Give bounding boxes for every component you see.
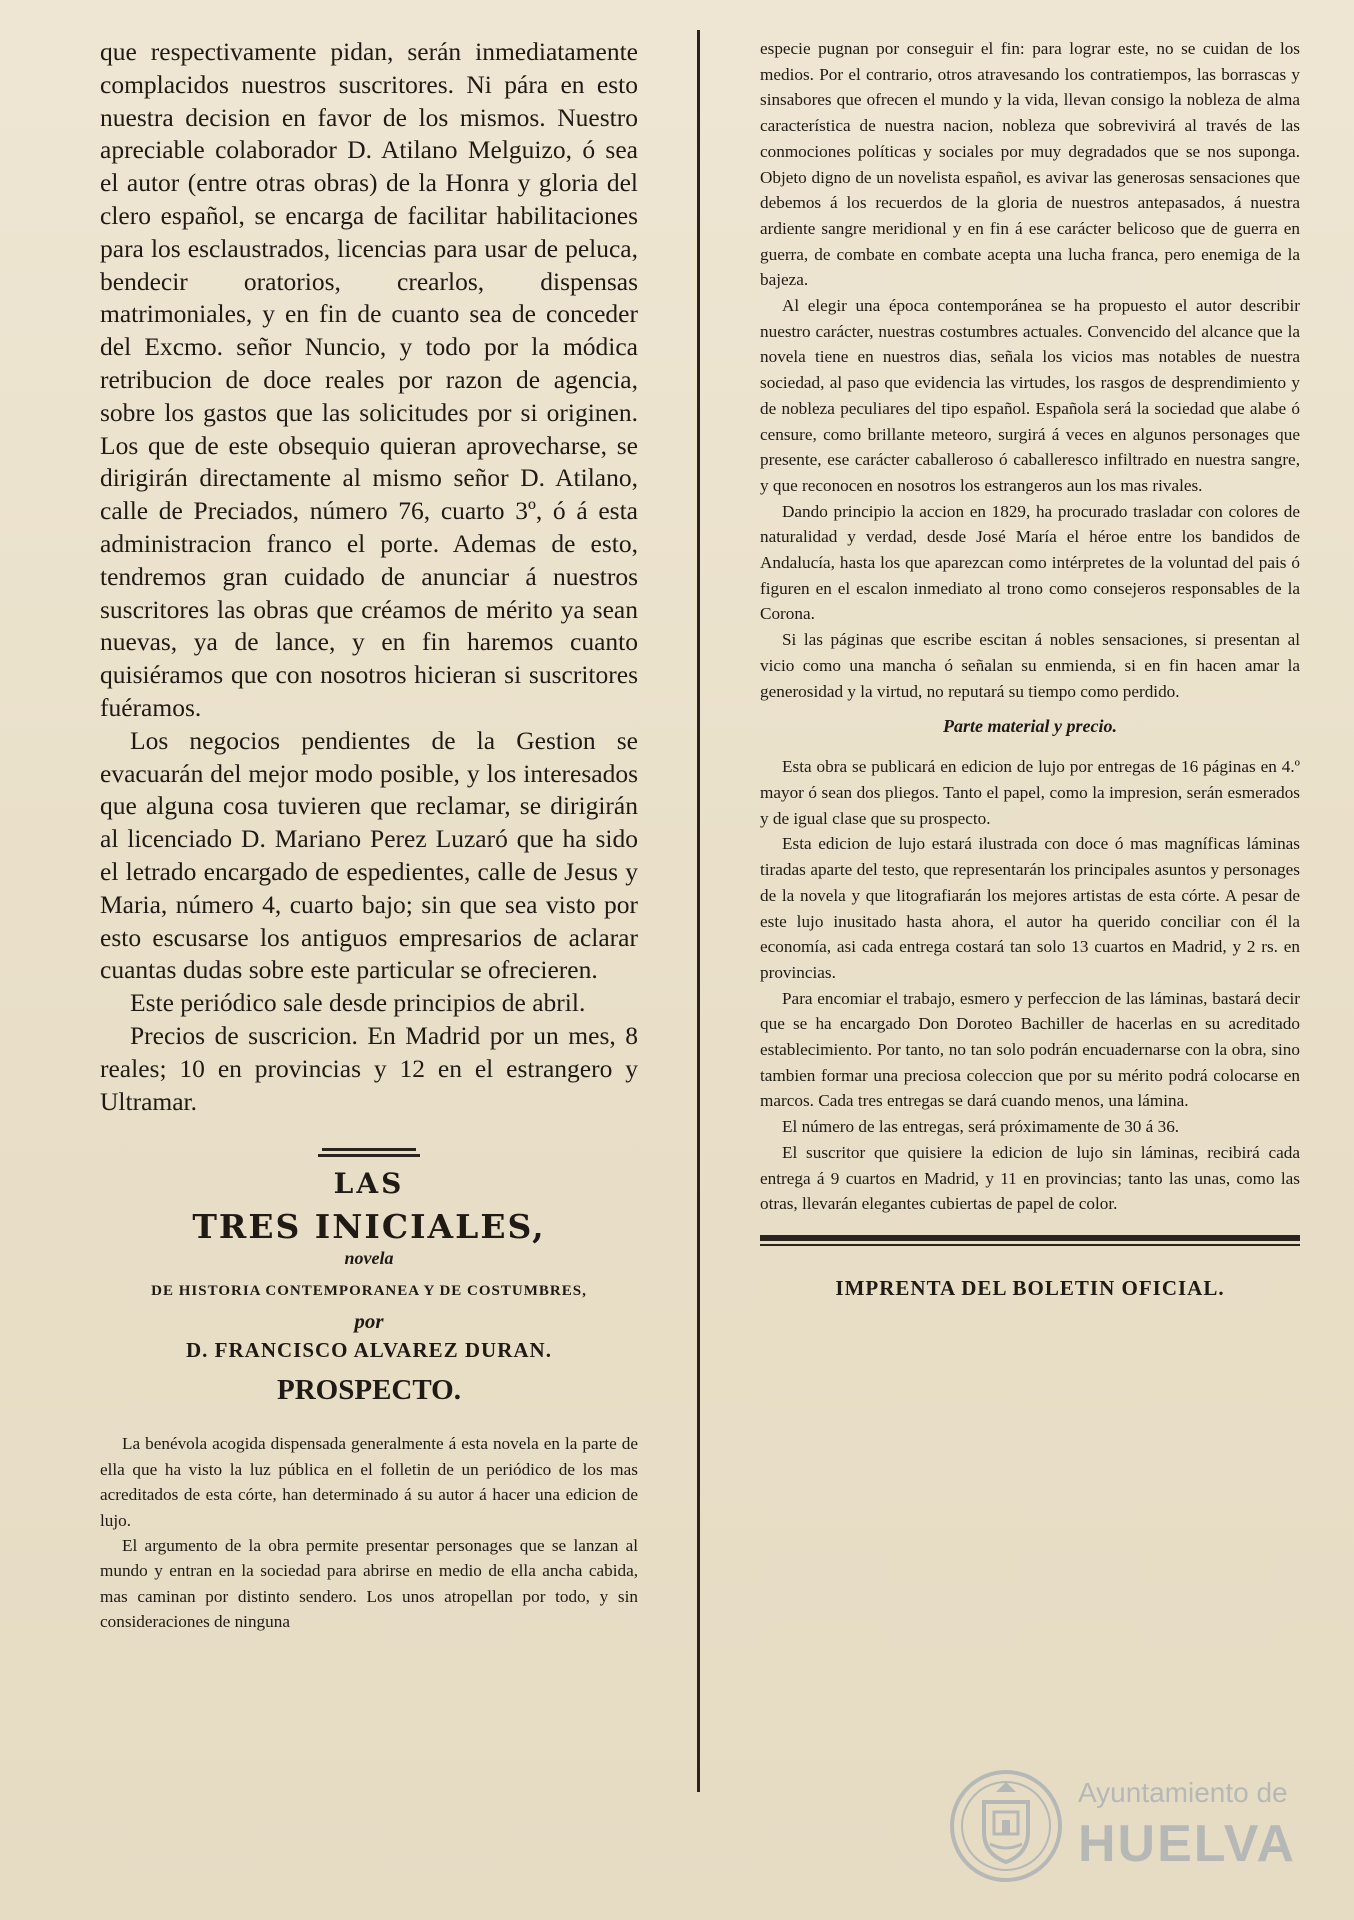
title-por: por <box>354 1309 384 1334</box>
title-subtitle: DE HISTORIA CONTEMPORANEA Y DE COSTUMBRES, <box>151 1283 587 1300</box>
title-author: D. FRANCISCO ALVAREZ DURAN. <box>186 1338 552 1363</box>
watermark-line1: Ayuntamiento de <box>1078 1777 1288 1808</box>
prospecto-paragraph-1: La benévola acogida dispensada generalmente á esta novela en la parte de ella que ha visto la luz pública en el folletin de un periódico de los mas acreditados de esta córte, han determinado á su autor á hacer una edicion de lujo. <box>100 1434 638 1530</box>
price-paragraph-3: Para encomiar el trabajo, esmero y perfeccion de las láminas, bastará decir que se ha encargado Don Doroteo Bachiller de hacerlas en su acreditado establecimiento. Por tanto, no tan solo podrán encuadernarse con la obra, sino tambien formar una preciosa coleccion que por su mérito podrá colocarse en marcos. Cada tres entregas se dará cuando menos, una lámina. <box>760 988 1300 1111</box>
left-paragraph-2: Los negocios pendientes de la Gestion se evacuarán del mejor modo posible, y los interesados que alguna cosa tuvieren que reclamar, se dirigirán al licenciado D. Mariano Perez Luzaró que ha sido el letrado encargado de espedientes, calle de Jesus y Maria, número 4, cuarto bajo; sin que sea visto por esto escusarse los antiguos empresarios de aclarar cuantas dudas sobre este particular se ofrecieren. <box>100 725 638 985</box>
price-paragraph-5: El suscritor que quisiere la edicion de lujo sin láminas, recibirá cada entrega á 9 cuartos en Madrid, y 11 en provincias; tanto las unas, como las otras, llevarán elegantes cubiertas de papel de color. <box>760 1142 1300 1214</box>
watermark <box>946 1762 1297 1890</box>
title-novela: novela <box>344 1248 394 1269</box>
left-paragraph-4: Precios de suscricion. En Madrid por un mes, 8 reales; 10 en provincias y 12 en el estrangero y Ultramar. <box>100 1020 638 1116</box>
right-paragraph-3: Dando principio la accion en 1829, ha procurado trasladar con colores de naturalidad y verdad, desde José María el héroe entre los bandidos de Andalucía, hasta los que aparezcan como intérpretes de la voluntad del pais ó figuren en el escalon inmediato al trono como consejeros responsables de la Corona. <box>760 501 1300 624</box>
prospecto-body <box>100 1431 638 1634</box>
imprint: IMPRENTA DEL BOLETIN OFICIAL. <box>835 1275 1225 1300</box>
left-column <box>100 36 638 1635</box>
prospecto-paragraph-2: El argumento de la obra permite presentar personages que se lanzan al mundo y entran en la sociedad para abrirse en medio de ella ancha cabida, mas caminan por distinto sendero. Los unos atropellan por todo, y sin consideraciones de ninguna <box>100 1535 638 1632</box>
end-rule-thick <box>760 1235 1300 1241</box>
end-rule-thin <box>760 1244 1300 1246</box>
title-tres-iniciales: TRES INICIALES, <box>192 1207 546 1247</box>
huelva-coat-of-arms-icon <box>946 1766 1066 1886</box>
column-divider <box>697 30 700 1792</box>
ornament-rule <box>318 1154 420 1157</box>
price-paragraph-2: Esta edicion de lujo estará ilustrada con doce ó mas magníficas láminas tiradas aparte del testo, que representarán los principales asuntos y personages de la novela y que litografiarán los mejores artistas de esta córte. A pesar de este lujo inusitado hasta ahora, el autor ha querido conciliar con él la economía, asi cada entrega costará tan solo 13 cuartos en Madrid, y 2 rs. en provincias. <box>760 834 1300 982</box>
section-title-parte-material: Parte material y precio. <box>943 716 1117 737</box>
title-block <box>100 1148 638 1409</box>
right-paragraph-4: Si las páginas que escribe escitan á nobles sensaciones, si presentan al vicio como una mancha ó señalan su enmienda, si en fin hacen amar la generosidad y la virtud, no reputará su tiempo como perdido. <box>760 630 1300 701</box>
title-prospecto: PROSPECTO. <box>277 1374 461 1407</box>
watermark-line2: HUELVA <box>1078 1815 1297 1873</box>
title-las: LAS <box>333 1167 405 1201</box>
price-paragraph-4: El número de las entregas, será próximamente de 30 á 36. <box>782 1117 1180 1137</box>
left-paragraph-1: que respectivamente pidan, serán inmediatamente complacidos nuestros suscritores. Ni pára en esto nuestra decision en favor de los mismos. Nuestro apreciable colaborador D. Atilano Melguizo, ó sea el autor (entre otras obras) de la Honra y gloria del clero español, se encarga de facilitar habilitaciones para los esclaustrados, licencias para usar de peluca, bendecir oratorios, crearlos, dispensas matrimoniales, y en fin de cuanto sea de conceder del Excmo. señor Nuncio, y todo por la módica retribucion de doce reales por razon de agencia, sobre los gastos que las solicitudes por si originen. Los que de este obsequio quieran aprovecharse, se dirigirán directamente al mismo señor D. Atilano, calle de Preciados, número 76, cuarto 3º, ó á esta administracion franco el porte. Ademas de esto, tendremos gran cuidado de anunciar á nuestros suscritores las obras que créamos de mérito ya sean nuevas, ya de lance, y en fin haremos cuanto quisiéramos que con nosotros hicieran si suscritores fuéramos. <box>100 37 638 722</box>
left-paragraph-3: Este periódico sale desde principios de abril. <box>130 988 586 1018</box>
ornament-rule <box>322 1148 416 1151</box>
right-column <box>760 36 1300 1301</box>
price-paragraph-1: Esta obra se publicará en edicion de lujo por entregas de 16 páginas en 4.º mayor ó sean dos pliegos. Tanto el papel, como la impresion, serán esmerados y de igual clase que su prospecto. <box>760 757 1300 828</box>
right-paragraph-1: especie pugnan por conseguir el fin: para lograr este, no se cuidan de los medios. Por el contrario, otros atravesando los contratiempos, las borrascas y sinsabores que ofrecen el mundo y la vida, llevan consigo la nobleza de alma característica de nuestra nacion, nobleza que sobrevivirá al través de las conmociones políticas y sociales por muy degradados que se nos suponga. Objeto digno de un novelista español, es avivar las generosas sensaciones que debemos á los recuerdos de la gloria de nuestros antepasados, á nuestra ardiente sangre meridional y en fin á ese carácter belicoso que de guerra en guerra, de combate en combate acepta una lucha franca, pero enemiga de la bajeza. <box>760 39 1300 290</box>
right-paragraph-2: Al elegir una época contemporánea se ha propuesto el autor describir nuestro carácter, nuestras costumbres actuales. Convencido del alcance que la novela tiene en nuestros dias, señala los vicios mas notables de nuestra sociedad, al paso que evidencia las virtudes, los rasgos de desprendimiento y de nobleza peculiares del tipo español. Española será la sociedad que alabe ó censure, como brillante meteoro, surgirá á veces en algunos personages que presente, ese carácter caballeroso ó caballeresco infiltrado en nuestra sangre, y que reconocen en nosotros los estrangeros aun los mas rivales. <box>760 296 1300 495</box>
